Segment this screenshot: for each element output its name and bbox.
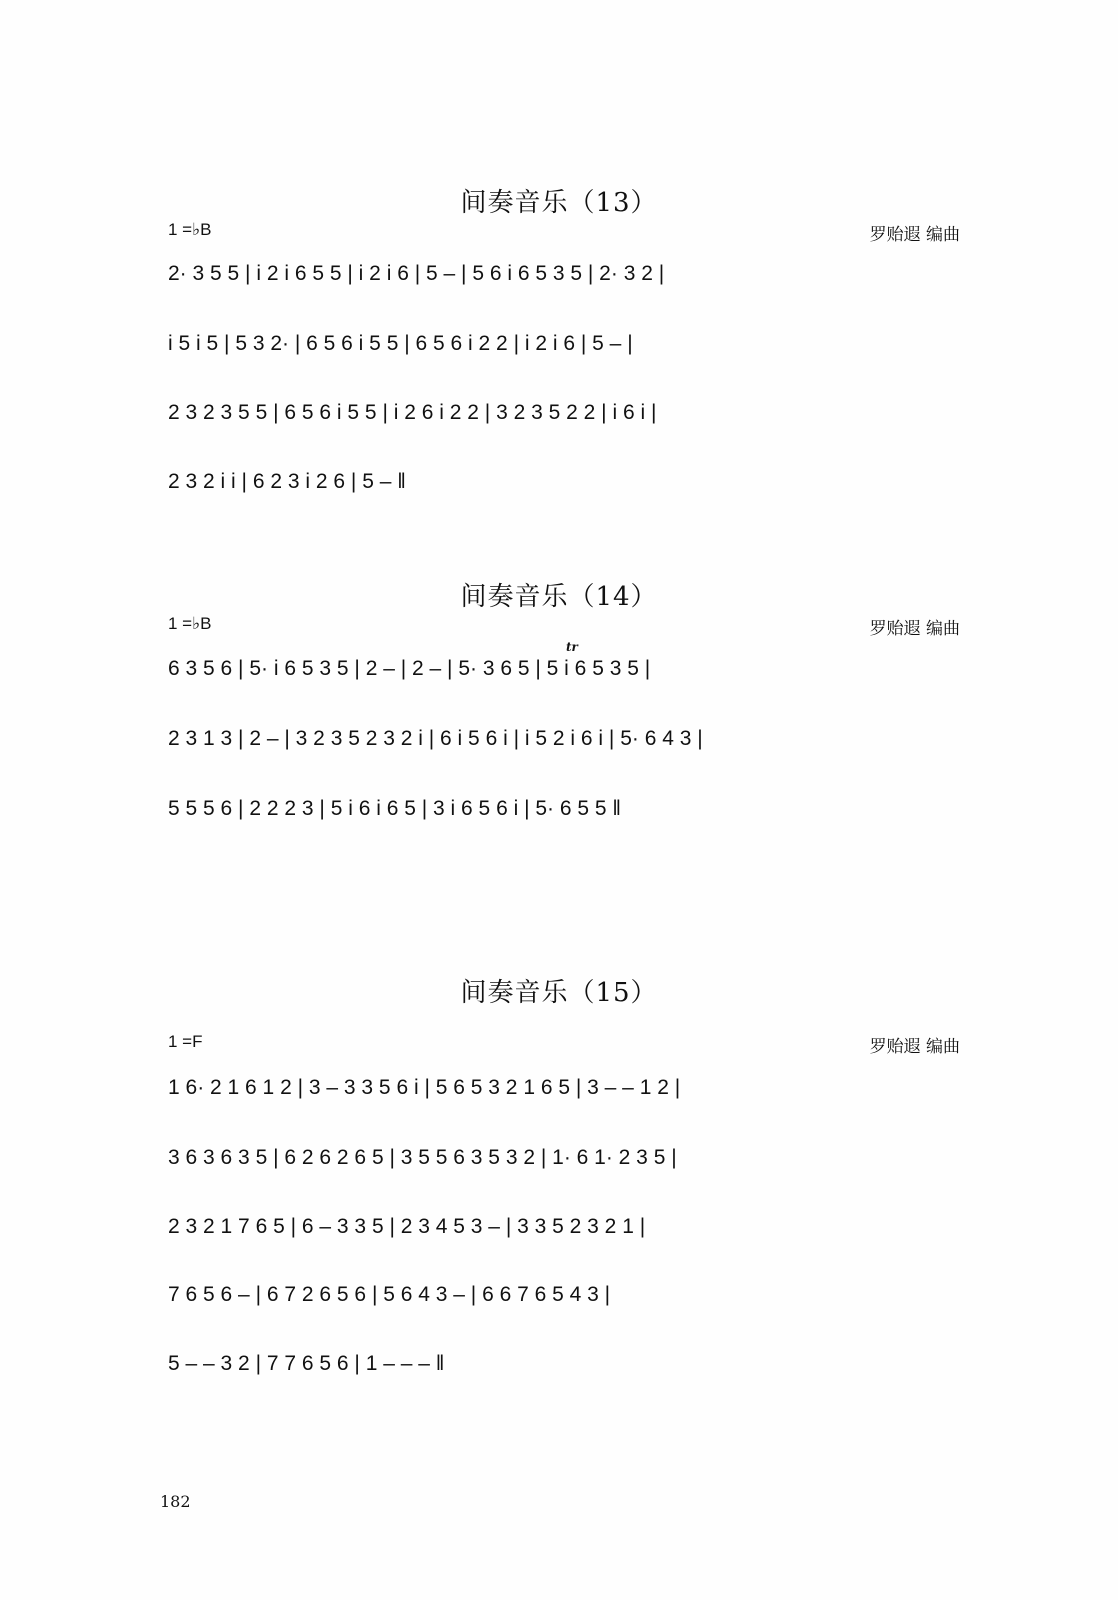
notation-text: 2 3 2 3 5 5 | 6 5 6 i 5 5 | i 2 6 i 2 2 | 3 2 3 5 2 2 | i 6 i |: [168, 401, 657, 424]
notation-text: 5 – – 3 2 | 7 7 6 5 6 | 1 – – – ‖: [168, 1352, 445, 1375]
notation-line: [168, 1146, 968, 1178]
page-number: 182: [160, 1492, 191, 1511]
notation-text: 1 6· 2 1 6 1 2 | 3 – 3 3 5 6 i | 5 6 5 3 2 1 6 5 | 3 – – 1 2 |: [168, 1076, 681, 1099]
notation-line: [168, 1352, 968, 1384]
key-signature: 1 =♭B: [168, 220, 212, 239]
notation-line: [168, 727, 968, 759]
piece-title: 间奏音乐（13）: [460, 188, 658, 218]
notation-line: [168, 1283, 968, 1315]
key-signature: 1 =F: [168, 1032, 203, 1051]
notation-line: [168, 797, 968, 829]
notation-line: [168, 332, 968, 364]
composer-credit: 罗贻遐 编曲: [869, 1037, 960, 1057]
notation-line: [168, 470, 968, 502]
notation-text: 6 3 5 6 | 5· i 6 5 3 5 | 2 – | 2 – | 5· 3 6 5 | 5 i 6 5 3 5 |: [168, 657, 651, 680]
notation-text: 7 6 5 6 – | 6 7 2 6 5 6 | 5 6 4 3 – | 6 6 7 6 5 4 3 |: [168, 1283, 611, 1306]
notation-text: 5 5 5 6 | 2 2 2 3 | 5 i 6 i 6 5 | 3 i 6 5 6 i | 5· 6 5 5 ‖: [168, 797, 622, 820]
composer-credit: 罗贻遐 编曲: [869, 225, 960, 245]
piece-title: 间奏音乐（14）: [460, 582, 658, 612]
composer-credit: 罗贻遐 编曲: [869, 619, 960, 639]
notation-line: [168, 262, 968, 294]
notation-text: 2 3 2 1 7 6 5 | 6 – 3 3 5 | 2 3 4 5 3 – | 3 3 5 2 3 2 1 |: [168, 1215, 646, 1238]
notation-text: i 5 i 5 | 5 3 2· | 6 5 6 i 5 5 | 6 5 6 i 2 2 | i 2 i 6 | 5 – |: [168, 332, 633, 355]
piece-title: 间奏音乐（15）: [460, 978, 658, 1008]
notation-line: [168, 657, 968, 689]
trill-mark: tr: [566, 640, 578, 654]
notation-line: [168, 401, 968, 433]
notation-text: 2· 3 5 5 | i 2 i 6 5 5 | i 2 i 6 | 5 – | 5 6 i 6 5 3 5 | 2· 3 2 |: [168, 262, 665, 285]
notation-text: 2 3 1 3 | 2 – | 3 2 3 5 2 3 2 i | 6 i 5 6 i | i 5 2 i 6 i | 5· 6 4 3 |: [168, 727, 703, 750]
notation-line: [168, 1076, 968, 1108]
notation-text: 2 3 2 i i | 6 2 3 i 2 6 | 5 – ‖: [168, 470, 406, 493]
notation-text: 3 6 3 6 3 5 | 6 2 6 2 6 5 | 3 5 5 6 3 5 3 2 | 1· 6 1· 2 3 5 |: [168, 1146, 677, 1169]
key-signature: 1 =♭B: [168, 614, 212, 633]
notation-line: [168, 1215, 968, 1247]
